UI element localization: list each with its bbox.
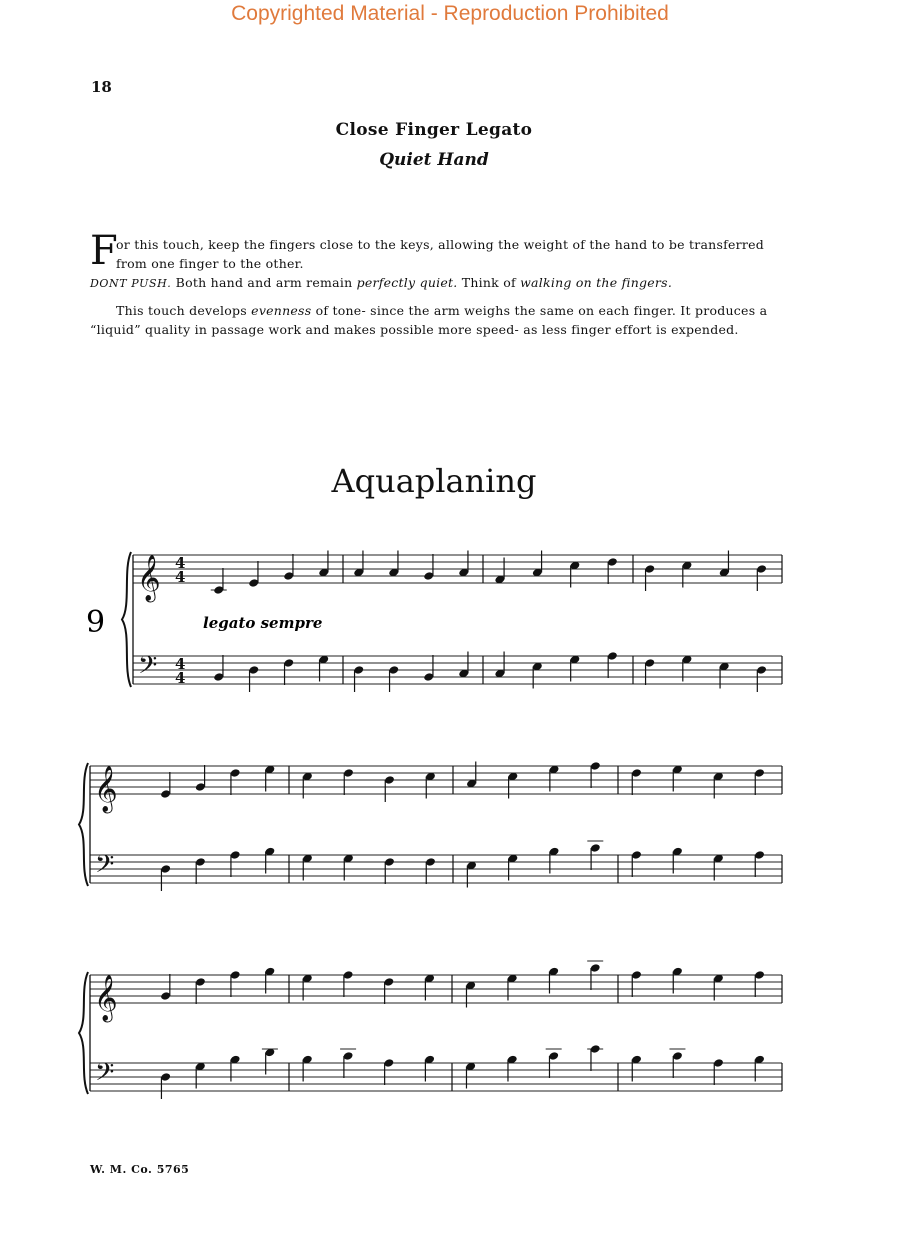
grand-staff-brace bbox=[122, 552, 131, 687]
drop-cap: F bbox=[90, 228, 119, 274]
paragraph-2-text-a: Both hand and arm remain bbox=[171, 275, 357, 290]
treble-clef: 𝄞 bbox=[137, 555, 161, 601]
grand-staff-brace bbox=[79, 763, 88, 886]
section-subtitle: Quiet Hand bbox=[379, 150, 489, 170]
legato-sempre-marking: legato sempre bbox=[203, 614, 323, 632]
paragraph-3-emphasis: evenness bbox=[251, 303, 312, 318]
grand-staff-brace bbox=[79, 972, 88, 1094]
copyright-watermark: Copyrighted Material - Reproduction Prohibited bbox=[231, 2, 669, 25]
bass-clef: 𝄢 bbox=[138, 651, 158, 686]
treble-time-signature-top: 4 bbox=[175, 554, 186, 572]
section-title: Close Finger Legato bbox=[335, 120, 533, 140]
paragraph-3-text-a: This touch develops bbox=[116, 303, 252, 318]
bass-clef: 𝄢 bbox=[95, 850, 115, 885]
treble-clef: 𝄞 bbox=[94, 975, 118, 1021]
paragraph-2-emphasis-b: walking on the fingers. bbox=[520, 275, 673, 290]
publisher-footer: W. M. Co. 5765 bbox=[90, 1163, 190, 1176]
piece-title: Aquaplaning bbox=[331, 462, 537, 500]
bass-time-signature-bottom: 4 bbox=[175, 669, 186, 687]
treble-clef: 𝄞 bbox=[94, 766, 118, 812]
paragraph-2-emphasis-a: perfectly quiet. bbox=[356, 275, 458, 290]
paragraph-1-text: or this touch, keep the fingers close to the keys, allowing the weight of the hand to be transferred from one finger to the other. bbox=[116, 237, 764, 271]
bass-clef: 𝄢 bbox=[95, 1058, 115, 1093]
treble-time-signature-bottom: 4 bbox=[175, 568, 186, 586]
page-number: 18 bbox=[91, 78, 112, 96]
paragraph-3-text-b: of tone- since the arm weighs the same on each finger. It produces a “liquid” quality in passage work and makes possible more speed- as less finger effort is expended. bbox=[90, 303, 768, 337]
paragraph-2-text-b: Think of bbox=[457, 275, 521, 290]
dont-push-label: DONT PUSH. bbox=[90, 277, 172, 290]
bass-time-signature-top: 4 bbox=[175, 655, 186, 673]
piece-number: 9 bbox=[86, 605, 106, 640]
music-notation bbox=[79, 551, 782, 1100]
